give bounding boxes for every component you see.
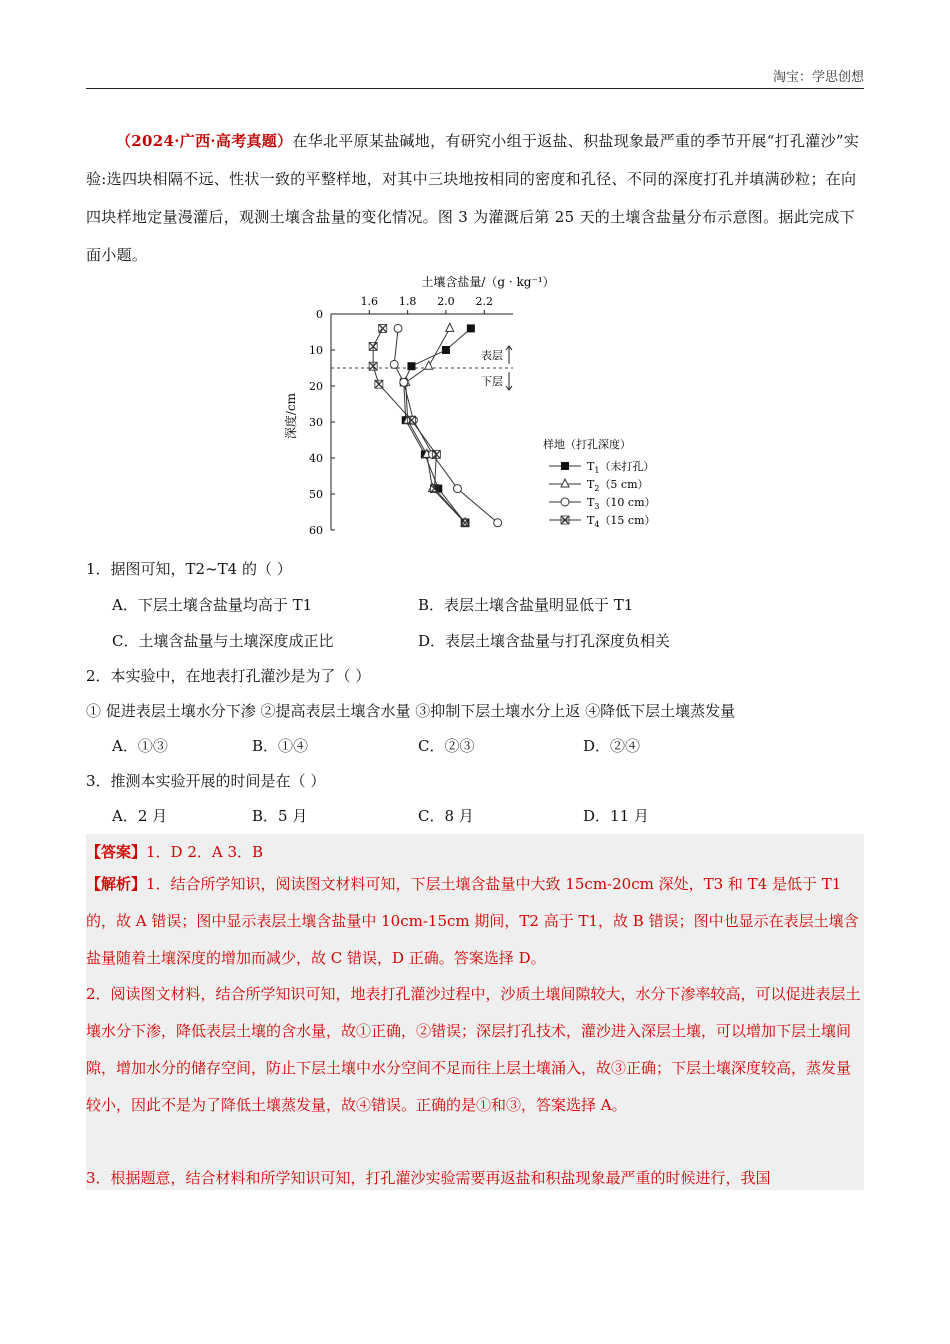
- series-t3-point: [394, 324, 402, 332]
- q1-option-a[interactable]: A．下层土壤含盐量均高于 T1: [112, 596, 313, 614]
- page-header: [86, 62, 864, 89]
- series-t3-point: [400, 378, 408, 386]
- analysis-paragraph-2: 2．阅读图文材料，结合所学知识可知，地表打孔灌沙过程中，沙质土壤间隙较大，水分下渗率较高，可以促进表层土壤水分下渗，降低表层土壤的含水量，故①正确，②错误；深层打孔技术，灌沙进入深层土壤，可以增加下层土壤间隙，增加水分的储存空间，防止下层土壤中水分空间不足而往上层土壤涌入，故③正确；下层土壤深度较高，蒸发量较小，因此不是为了降低土壤蒸发量，故④错误。正确的是①和③，答案选择 A。: [86, 985, 861, 1114]
- x-tick-label: 1.6: [360, 295, 379, 308]
- legend-t2-marker: [561, 479, 569, 487]
- series-t1-point: [407, 362, 415, 370]
- q2-option-a[interactable]: A．①③: [112, 737, 168, 755]
- upper-arrow: [506, 346, 512, 364]
- series-t4-line: [373, 328, 465, 522]
- upper-layer-label: 表层: [481, 349, 503, 362]
- legend-t1-label: $T_1$（未打孔）: [587, 460, 655, 475]
- series-t3-point: [494, 519, 502, 527]
- x-tick-label: 1.8: [398, 295, 417, 308]
- legend-t3-marker: [561, 498, 569, 506]
- series-t1-point: [442, 346, 450, 354]
- legend-t3-label: $T_3(10$ cm）: [587, 496, 656, 511]
- lower-arrow: [506, 372, 512, 390]
- y-tick-label: 20: [309, 380, 323, 393]
- question-2-items: ① 促进表层土壤水分下渗 ②提高表层土壤含水量 ③抑制下层土壤水分上返 ④降低下层土壤蒸发量: [86, 702, 736, 720]
- legend-t4-label: $T_4(15$ cm）: [587, 514, 656, 529]
- q3-option-c[interactable]: C．8 月: [418, 807, 474, 825]
- source-tag: （2024·广西·高考真题）: [116, 132, 293, 150]
- question-3-stem: 3．推测本实验开展的时间是在（ ）: [86, 772, 326, 790]
- q2-option-b[interactable]: B．①④: [252, 737, 309, 755]
- q2-option-c[interactable]: C．②③: [418, 737, 475, 755]
- analysis-label: 【解析】: [86, 875, 147, 893]
- stem-text: 在华北平原某盐碱地，有研究小组于返盐、积盐现象最严重的季节开展“打孔灌沙”实验:选四块相隔不远、性状一致的平整样地，对其中三块地按相同的密度和孔径、不同的深度打孔并填满砂粒；在向四块样地定量漫灌后，观测土壤含盐量的变化情况。图 3 为灌溉后第 25 天的土壤含盐量分布示意图。据此完成下面小题。: [86, 132, 860, 264]
- salt-depth-chart: [283, 268, 683, 548]
- question-2-stem: 2．本实验中，在地表打孔灌沙是为了（ ）: [86, 667, 371, 685]
- answer-label: 【答案】: [86, 843, 147, 861]
- legend-t2-label: $T_2(5$ cm）: [587, 478, 649, 493]
- q3-option-b[interactable]: B．5 月: [252, 807, 308, 825]
- q2-option-d[interactable]: D．②④: [583, 737, 641, 755]
- x-tick-label: 2.0: [437, 295, 455, 308]
- lower-layer-label: 下层: [481, 375, 503, 388]
- series-t3-point: [453, 485, 461, 493]
- series-t3-point: [390, 360, 398, 368]
- answer-text: 1．D 2．A 3．B: [146, 843, 264, 861]
- question-1-stem: 1．据图可知，T2~T4 的（ ）: [86, 560, 292, 578]
- chart-y-label: 深度/cm: [284, 392, 298, 440]
- q3-option-a[interactable]: A．2 月: [112, 807, 168, 825]
- series-t4-point: [379, 324, 387, 332]
- y-tick-label: 60: [309, 524, 323, 537]
- y-tick-label: 0: [316, 308, 323, 321]
- series-t4-point: [375, 380, 383, 388]
- y-tick-label: 40: [309, 452, 323, 465]
- question-stem: [86, 122, 864, 274]
- legend-title: 样地（打孔深度）: [543, 438, 631, 451]
- y-tick-label: 30: [309, 416, 323, 429]
- x-tick-label: 2.2: [475, 295, 494, 308]
- q1-option-c[interactable]: C．土壤含盐量与土壤深度成正比: [112, 632, 334, 650]
- series-t1-point: [467, 324, 475, 332]
- shop-label: 淘宝：学思创想: [772, 70, 864, 85]
- q1-option-d[interactable]: D．表层土壤含盐量与打孔深度负相关: [418, 632, 671, 650]
- series-t2-point: [425, 361, 433, 369]
- analysis-text-1: 1．结合所学知识，阅读图文材料可知，下层土壤含盐量中大致 15cm-20cm 深处，T3 和 T4 是低于 T1 的，故 A 错误；图中显示表层土壤含盐量中 10cm-15cm 期间，T2 高于 T1，故 B 错误；图中也显示在表层土壤含盐量随着土壤深度的增加而减少，故 C 错误，D 正确。答案选择 D。: [86, 875, 859, 967]
- analysis-paragraph-1: [86, 866, 864, 977]
- y-tick-label: 50: [309, 488, 323, 501]
- series-t2-point: [446, 323, 454, 331]
- analysis-paragraph-3: 3．根据题意，结合材料和所学知识可知，打孔灌沙实验需要再返盐和积盐现象最严重的时候进行，我国: [86, 1169, 771, 1187]
- chart-x-label: 土壤含盐量/（g · kg⁻¹）: [421, 275, 555, 289]
- y-tick-label: 10: [309, 344, 323, 357]
- q3-option-d[interactable]: D．11 月: [583, 807, 649, 825]
- q1-option-b[interactable]: B．表层土壤含盐量明显低于 T1: [418, 596, 634, 614]
- legend-t1-marker: [561, 462, 569, 470]
- series-t2-line: [406, 328, 465, 522]
